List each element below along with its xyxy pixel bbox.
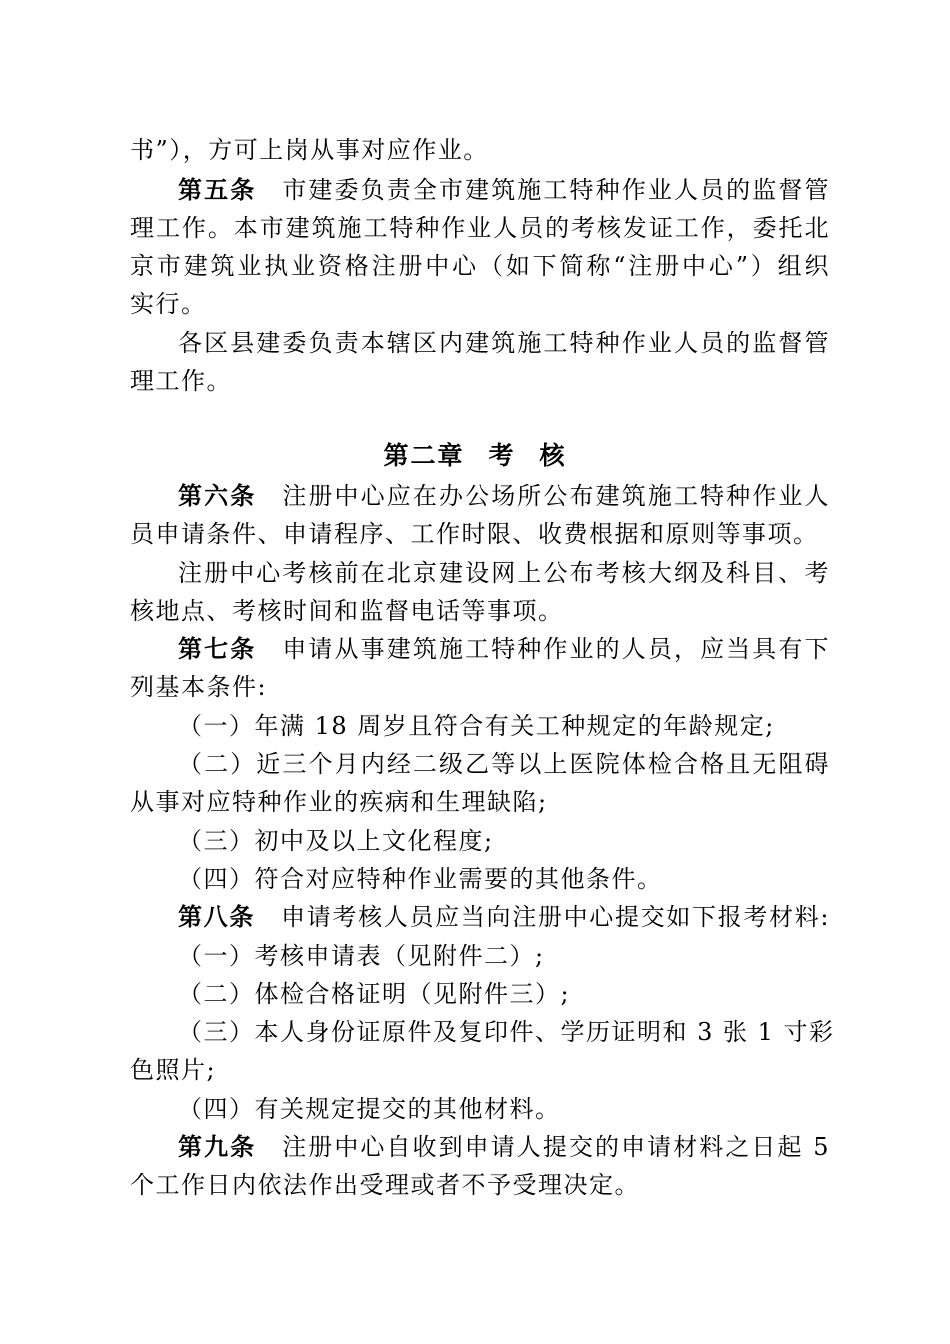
article-7-line-2: 列基本条件: — [130, 673, 268, 701]
article-5-label: 第五条 — [178, 175, 257, 204]
article-7-item-4: （四）符合对应特种作业需要的其他条件。 — [178, 865, 663, 893]
chapter-2-title-char-1: 考 — [488, 441, 516, 470]
article-9-label: 第九条 — [178, 1132, 257, 1161]
article-8-item-1: （一）考核申请表（见附件二）; — [178, 942, 545, 970]
article-5-text-1: 市建委负责全市建筑施工特种作业人员的监督管 — [282, 176, 831, 204]
article-8-item-3-line-1: （三）本人身份证原件及复印件、学历证明和 3 张 1 寸彩 — [178, 1018, 835, 1046]
chapter-2-number: 第二章 — [383, 441, 465, 470]
article-6-line-1 — [178, 477, 830, 515]
article-7-item-1: （一）年满 18 周岁且符合有关工种规定的年龄规定; — [178, 712, 775, 740]
continuation-line: 书”），方可上岗从事对应作业。 — [130, 136, 489, 164]
article-7-item-2-line-1: （二）近三个月内经二级乙等以上医院体检合格且无阻碍 — [178, 750, 830, 778]
district-para-line-2: 理工作。 — [130, 367, 232, 395]
article-8-item-4: （四）有关规定提交的其他材料。 — [178, 1095, 561, 1123]
article-9-line-1 — [178, 1128, 830, 1166]
article-8-item-2: （二）体检合格证明（见附件三）; — [178, 980, 571, 1008]
article-6-para2-line-2: 核地点、考核时间和监督电话等事项。 — [130, 597, 564, 625]
district-para-line-1: 各区县建委负责本辖区内建筑施工特种作业人员的监督管 — [178, 329, 830, 357]
article-7-text-1: 申请从事建筑施工特种作业的人员，应当具有下 — [282, 635, 831, 663]
article-7-item-2-line-2: 从事对应特种作业的疾病和生理缺陷; — [130, 788, 548, 816]
article-6-label: 第六条 — [178, 481, 257, 510]
article-5-line-2: 理工作。本市建筑施工特种作业人员的考核发证工作，委托北 — [130, 214, 830, 242]
article-5-line-4: 实行。 — [130, 290, 207, 318]
article-7-item-3: （三）初中及以上文化程度; — [178, 827, 494, 855]
article-6-line-2: 员申请条件、申请程序、工作时限、收费根据和原则等事项。 — [130, 520, 819, 548]
article-6-text-1: 注册中心应在办公场所公布建筑施工特种作业人 — [282, 482, 831, 510]
article-9-line-2: 个工作日内依法作出受理或者不予受理决定。 — [130, 1171, 640, 1199]
chapter-2-title-char-2: 核 — [539, 441, 567, 470]
article-9-text-1: 注册中心自收到申请人提交的申请材料之日起 5 — [282, 1133, 830, 1161]
article-8-label: 第八条 — [178, 902, 256, 931]
article-5-line-3: 京市建筑业执业资格注册中心（如下简称“注册中心”）组织 — [130, 252, 830, 280]
article-8-text-1: 申请考核人员应当向注册中心提交如下报考材料: — [281, 903, 831, 931]
article-7-label: 第七条 — [178, 634, 257, 663]
article-6-para2-line-1: 注册中心考核前在北京建设网上公布考核大纲及科目、考 — [178, 559, 830, 587]
article-7-line-1 — [178, 630, 830, 668]
article-8-line-1 — [178, 898, 830, 936]
article-5-line-1 — [178, 171, 830, 209]
chapter-2-heading — [0, 437, 950, 475]
article-8-item-3-line-2: 色照片; — [130, 1056, 217, 1084]
